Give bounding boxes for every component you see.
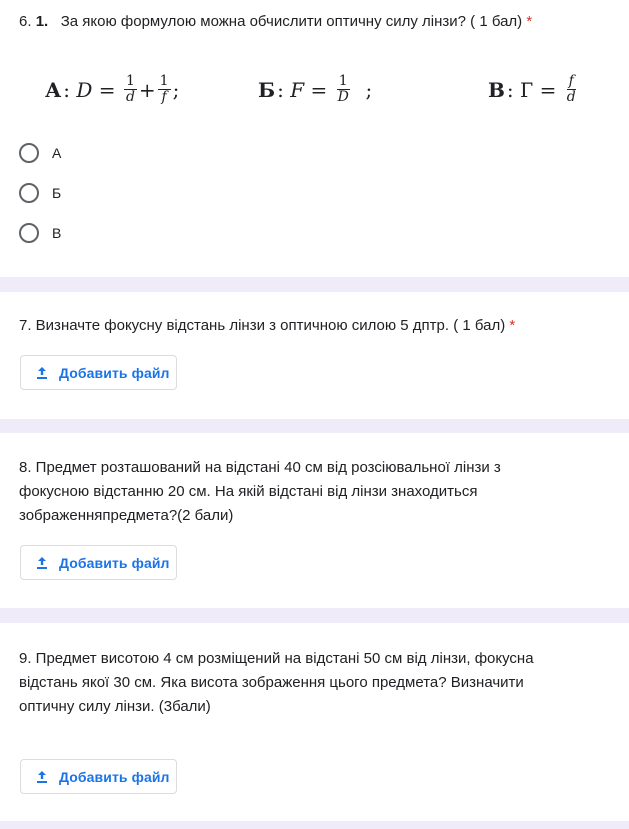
- fraction-1-over-D: [336, 74, 351, 105]
- add-file-label: Добавить файл: [59, 768, 170, 785]
- numerator: 1: [159, 73, 169, 89]
- formula-v-label: В: [488, 77, 505, 102]
- upload-icon: [35, 770, 49, 784]
- question-prefix: 6.: [19, 13, 32, 30]
- formula-a-var: D: [76, 77, 93, 102]
- fraction-f-over-d: [565, 74, 578, 105]
- radio-button[interactable]: [19, 223, 39, 243]
- radio-button[interactable]: [19, 183, 39, 203]
- radio-button[interactable]: [19, 143, 39, 163]
- add-file-button[interactable]: [20, 759, 177, 794]
- option-b[interactable]: [19, 181, 61, 205]
- formula-v-var: Г: [520, 77, 534, 102]
- formula-b: Б : F = $\frac{1}{D}$ ;: [258, 73, 373, 105]
- question-title: [19, 314, 614, 338]
- option-v[interactable]: [19, 221, 61, 245]
- question-text-line-3: зображенняпредмета?(2 бали): [19, 507, 234, 524]
- option-label: А: [52, 145, 62, 161]
- formula-b-var: F: [290, 77, 305, 102]
- option-label: Б: [52, 185, 62, 201]
- question-text-line-1: 8. Предмет розташований на відстані 40 см від розсіювальної лінзи з: [19, 459, 501, 476]
- question-card-9: [0, 623, 629, 821]
- question-text-line-2: фокусною відстанню 20 см. На якій відстані від лінзи знаходиться: [19, 483, 478, 500]
- upload-icon: [35, 556, 49, 570]
- numerator: 1: [125, 73, 135, 89]
- formula-a: А : D = $\frac{1}{d}$ + $\frac{1}{f}$ ;: [45, 73, 180, 105]
- numerator: f: [568, 73, 574, 89]
- question-title: [19, 456, 614, 528]
- denominator: D: [337, 89, 349, 105]
- formula-b-label: Б: [258, 77, 276, 102]
- numerator: 1: [338, 73, 348, 89]
- add-file-button[interactable]: [20, 545, 177, 580]
- fraction-1-over-d: [124, 74, 137, 105]
- question-title: [19, 10, 614, 34]
- option-label: В: [52, 225, 62, 241]
- required-asterisk: *: [526, 13, 533, 30]
- formula-a-label: А: [45, 77, 62, 102]
- question-text: За якою формулою можна обчислити оптичну силу лінзи? ( 1 бал): [60, 13, 523, 30]
- add-file-label: Добавить файл: [59, 554, 170, 571]
- question-number: 1.: [35, 13, 49, 30]
- denominator: d: [566, 89, 576, 105]
- upload-icon: [35, 366, 49, 380]
- denominator: d: [125, 89, 135, 105]
- question-text-line-1: 9. Предмет висотою 4 см розміщений на відстані 50 см від лінзи, фокусна: [19, 650, 534, 667]
- add-file-label: Добавить файл: [59, 364, 170, 381]
- option-a[interactable]: [19, 141, 61, 165]
- question-text: 7. Визначте фокусну відстань лінзи з оптичною силою 5 дптр. ( 1 бал): [19, 317, 506, 334]
- question-title: [19, 647, 614, 719]
- question-card-8: [0, 433, 629, 608]
- denominator: f: [161, 89, 167, 105]
- question-card-7: [0, 292, 629, 419]
- fraction-1-over-f: [158, 74, 171, 105]
- question-card-6: [0, 0, 629, 277]
- formula-v: В : Г = $\frac{f}{d}$: [488, 73, 576, 105]
- add-file-button[interactable]: [20, 355, 177, 390]
- question-text-line-3: оптичну силу лінзи. (3бали): [19, 698, 211, 715]
- question-text-line-2: відстань якої 30 см. Яка висота зображення цього предмета? Визначити: [19, 674, 524, 691]
- required-asterisk: *: [509, 317, 516, 334]
